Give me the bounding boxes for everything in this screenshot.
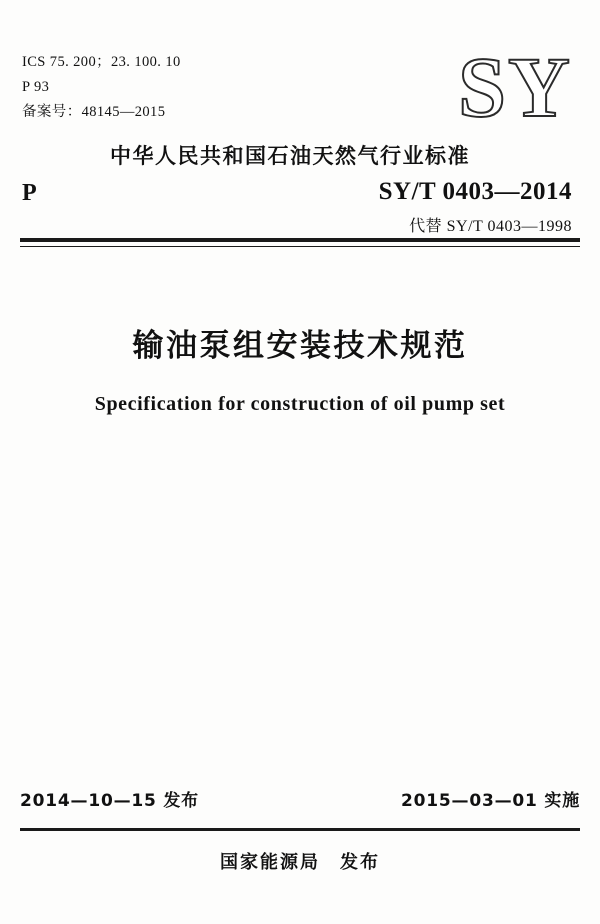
cover-header	[0, 0, 600, 242]
header-divider-thick	[20, 238, 580, 242]
effective-date: 2015—03—01 实施	[401, 791, 580, 811]
standard-number-block	[379, 178, 572, 236]
dates-row	[20, 786, 580, 811]
issue-date: 2014—10—15 发布	[20, 791, 199, 811]
record-number-line: 备案号：48145—2015	[22, 104, 166, 120]
publisher-name: 国家能源局 发布	[220, 852, 380, 873]
standard-number: SY/T 0403—2014	[378, 178, 572, 205]
classification-code-line: P 93	[22, 79, 50, 95]
classification-letter: P	[22, 180, 37, 206]
footer-divider	[20, 828, 580, 831]
header-divider-thin	[20, 246, 580, 247]
page-title-english: Specification for construction of oil pump set	[94, 393, 506, 415]
standard-series-title: 中华人民共和国石油天然气行业标准	[110, 144, 470, 168]
ics-code-block	[22, 50, 181, 125]
ics-code-line: ICS 75. 200；23. 100. 10	[22, 54, 181, 70]
standard-replaces: 代替 SY/T 0403—1998	[409, 218, 572, 235]
page-title: 输油泵组安装技术规范	[132, 328, 468, 364]
sy-watermark-logo: SY	[458, 39, 572, 135]
title-block	[0, 320, 600, 416]
